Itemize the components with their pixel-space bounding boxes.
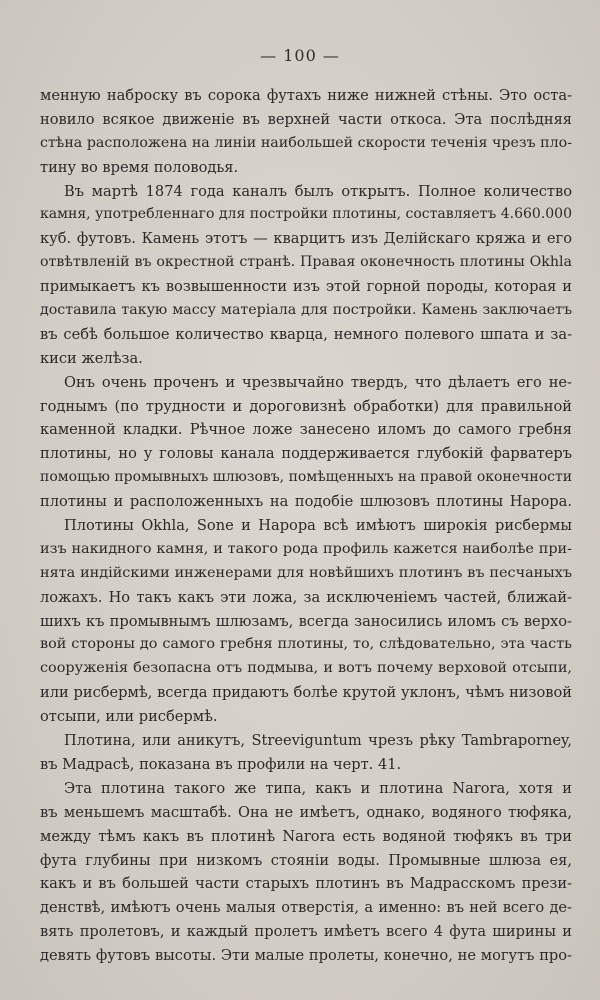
text-line: примыкаетъ къ возвышенности изъ этой горной породы, которая и	[40, 278, 572, 296]
text-line: киси желѣза.	[40, 349, 143, 367]
text-line: какъ и въ большей части старыхъ плотинъ въ Мадрасскомъ прези-	[40, 875, 572, 893]
text-line: вой стороны до самого гребня плотины, то, слѣдовательно, эта часть	[40, 636, 572, 653]
body-text	[40, 84, 572, 968]
text-line: въ себѣ большое количество кварца, немного полевого шпата и за-	[40, 325, 572, 343]
text-line: куб. футовъ. Камень этотъ — кварцитъ изъ Делійскаго кряжа и его	[40, 230, 572, 248]
text-line: между тѣмъ какъ въ плотинѣ Narora есть водяной тюфякъ въ три	[40, 827, 572, 845]
text-line: отвѣтвленій въ окрестной странѣ. Правая оконечность плотины Okhla	[40, 254, 572, 271]
text-line: ложахъ. Но такъ какъ эти ложа, за исключеніемъ частей, ближай-	[40, 588, 572, 606]
page-number: — 100 —	[260, 46, 340, 65]
text-line: или рисбермѣ, всегда придаютъ болѣе крутой уклонъ, чѣмъ низовой	[40, 684, 572, 702]
text-line: Плотина, или аникутъ, Streeviguntum чрезъ рѣку Tambraporney,	[64, 732, 572, 750]
text-line: годнымъ (по трудности и дороговизнѣ обработки) для правильной	[40, 397, 572, 415]
text-line: въ меньшемъ масштабѣ. Она не имѣетъ, однако, водяного тюфяка,	[40, 803, 572, 821]
text-line: доставила такую массу матеріала для постройки. Камень заключаетъ	[40, 302, 572, 319]
text-line: Плотины Okhla, Sone и Нарора всѣ имѣютъ широкія рисбермы	[64, 517, 572, 535]
text-line: Эта плотина такого же типа, какъ и плотина Narora, хотя и	[64, 779, 572, 797]
text-line: стѣна расположена на линіи наибольшей скорости теченія чрезъ пло-	[40, 134, 572, 151]
text-line: въ Мадрасѣ, показана въ профили на черт. 41.	[40, 755, 402, 773]
text-line: помощью промывныхъ шлюзовъ, помѣщенныхъ на правой оконечности	[40, 469, 573, 486]
text-line: тину во время половодья.	[40, 158, 239, 176]
text-line: плотины и расположенныхъ на подобіе шлюзовъ плотины Нарора.	[40, 493, 572, 511]
text-line: Въ мартѣ 1874 года каналъ былъ открытъ. Полное количество	[64, 182, 572, 200]
text-line: изъ накидного камня, и такого рода профиль кажется наиболѣе при-	[40, 540, 572, 557]
text-line: вять пролетовъ, и каждый пролетъ имѣетъ всего 4 фута ширины и	[40, 923, 572, 941]
text-line: шихъ къ промывнымъ шлюзамъ, всегда заносились иломъ съ верхо-	[40, 612, 572, 630]
text-line: новило всякое движеніе въ верхней части откоса. Эта послѣдняя	[40, 110, 572, 128]
text-line: Онъ очень проченъ и чрезвычайно твердъ, что дѣлаетъ его не-	[64, 373, 572, 391]
text-line: нята индійскими инженерами для новѣйшихъ плотинъ въ песчаныхъ	[40, 564, 572, 581]
text-line: сооруженія безопасна отъ подмыва, и вотъ почему верховой отсыпи,	[40, 660, 572, 677]
text-line: плотины, но у головы канала поддерживается глубокій фарватеръ	[40, 445, 572, 463]
text-line: менную наброску въ сорока футахъ ниже нижней стѣны. Это оста-	[40, 87, 572, 104]
text-line: каменной кладки. Рѣчное ложе занесено иломъ до самого гребня	[40, 421, 572, 439]
text-line: камня, употребленнаго для постройки плотины, составляетъ 4.660.000	[40, 206, 572, 223]
text-line: денствѣ, имѣютъ очень малыя отверстія, а именно: въ ней всего де-	[40, 899, 572, 917]
text-line: отсыпи, или рисбермѣ.	[40, 708, 218, 726]
text-line: фута глубины при низкомъ стояніи воды. Промывные шлюза ея,	[40, 851, 572, 869]
text-line: девять футовъ высоты. Эти малые пролеты, конечно, не могутъ про-	[40, 947, 572, 965]
